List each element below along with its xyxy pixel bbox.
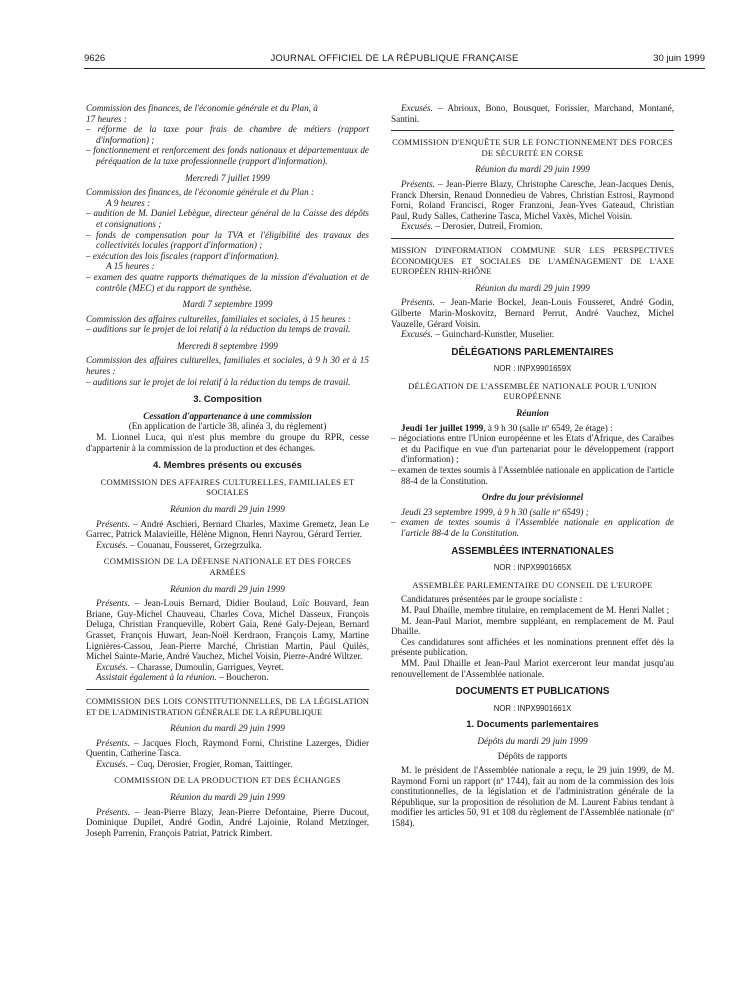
section-title: 3. Composition bbox=[193, 394, 262, 406]
time-label: A 15 heures : bbox=[106, 261, 155, 272]
present-list: Présents. – Jean-Pierre Blazy, Jean-Pierre Defontaine, Pierre Ducout, Dominique Dupilet, André Godin, André Lajoinie, Roland Metzinger, Joseph Parrenin, François Patriat, Patrick Rimbert. bbox=[86, 806, 369, 838]
agenda-item: – exécution des lois fiscales (rapport d'information). bbox=[86, 250, 280, 261]
paragraph: M. le président de l'Assemblée nationale a reçu, le 29 juin 1999, de M. Raymond Forni un rapport (nº 1744), fait au nom de la commission des lois constitutionnelles, de la législation et de l'administration générale de la République, sur la proposition de résolution de M. Laurent Fabius tendant à modifier les articles 50, 91 et 108 du règlement de l'Assemblée nationale (nº 1584). bbox=[391, 765, 674, 829]
right-column bbox=[391, 103, 674, 829]
section-title: 4. Membres présents ou excusés bbox=[153, 460, 302, 472]
present-list: Présents. – Jean-Marie Bockel, Jean-Louis Fousseret, André Godin, Gilberte Marin-Moskovitz, Bernard Perrut, André Vauchez, Michel Vauzelle, Gérard Voisin. bbox=[391, 297, 674, 329]
deposit-date: Dépôts du mardi 29 juin 1999 bbox=[477, 735, 588, 746]
intro-commission: Commission des finances, de l'économie générale et du Plan, à 17 heures : bbox=[86, 103, 318, 124]
day-heading: Mardi 7 septembre 1999 bbox=[182, 299, 273, 310]
commission-name: COMMISSION DE LA DÉFENSE NATIONALE ET DES FORCES ARMÉES bbox=[103, 556, 352, 577]
excused-list: Excusés. – Charasse, Dumoulin, Garrigues, Veyret. bbox=[96, 661, 284, 672]
section-note: (En application de l'article 38, alinéa 3, du règlement) bbox=[128, 421, 327, 432]
present-list: Présents. – Jacques Floch, Raymond Forni, Christine Lazerges, Didier Quentin, Catherine Tasca. bbox=[86, 737, 369, 759]
agenda-item: – examen des quatre rapports thématiques de la mission d'évaluation et de contrôle (MEC) et du rapport de synthèse. bbox=[86, 271, 369, 293]
excused-list: Excusés. – Couanau, Fousseret, Grzegrzulka. bbox=[96, 539, 262, 550]
commission-name: COMMISSION DES LOIS CONSTITUTIONNELLES, DE LA LÉGISLATION ET DE L'ADMINISTRATION GÉNÉRALE DE LA RÉPUBLIQUE bbox=[86, 695, 369, 717]
meeting-date: Réunion du mardi 29 juin 1999 bbox=[475, 164, 590, 175]
commission-line: Commission des finances, de l'économie générale et du Plan : bbox=[86, 187, 315, 198]
commission-name: COMMISSION D'ENQUÊTE SUR LE FONCTIONNEMENT DES FORCES DE SÉCURITÉ EN CORSE bbox=[392, 137, 673, 158]
agenda-heading: Ordre du jour prévisionnel bbox=[481, 492, 584, 503]
commission-line: Commission des affaires culturelles, familiales et sociales, à 15 heures : bbox=[86, 313, 351, 324]
section-title: DÉLÉGATIONS PARLEMENTAIRES bbox=[451, 346, 614, 358]
excused-list: Excusés. – Guinchard-Kunstler, Muselier. bbox=[401, 329, 555, 340]
agenda-item: – négociations entre l'Union européenne et les Etats d'Afrique, des Caraïbes et du Pacifique en vue d'un partenariat pour le développement (rapport d'information) ; bbox=[391, 433, 674, 465]
present-list: Présents. – Jean-Louis Bernard, Didier Boulaud, Loïc Bouvard, Jean Briane, Guy-Michel Chauveau, Charles Cova, Michel Dasseux, François Deluga, Christian Franqueville, Robert Gaïa, René Galy-Dejean, Bernard Grasset, François Huwart, Jean-Noël Kerdraon, François Lamy, Martine Lignières-Cassou, Jean-Pierre Marché, Christian Martin, Paul Quilès, Michel Sainte-Marie, André Vauchez, Michel Voisin, Pierre-André Wiltzer. bbox=[86, 598, 369, 662]
commission-line: Commission des affaires culturelles, familiales et sociales, à 9 h 30 et à 15 heures : bbox=[86, 355, 369, 377]
agenda-item: – examen de textes soumis à l'Assemblée nationale en application de l'article 88-4 de la Constitution. bbox=[391, 517, 674, 538]
paragraph: Ces candidatures sont affichées et les nominations prennent effet dès la présente publication. bbox=[391, 636, 674, 658]
meeting-date: Réunion du mardi 29 juin 1999 bbox=[170, 583, 285, 594]
section-title: DOCUMENTS ET PUBLICATIONS bbox=[455, 686, 610, 698]
excused-list: Excusés. – Abrioux, Bono, Bousquet, Forissier, Marchand, Montané, Santini. bbox=[391, 103, 674, 124]
deposit-type: Dépôts de rapports bbox=[497, 750, 568, 761]
day-heading: Mercredi 7 juillet 1999 bbox=[185, 172, 270, 183]
also-present: Assistait également à la réunion. – Boucheron. bbox=[96, 672, 269, 683]
nor-reference: NOR : INPX9901659X bbox=[493, 364, 572, 374]
agenda-item: – auditions sur le projet de loi relatif à la réduction du temps de travail. bbox=[86, 324, 351, 335]
delegation-name: DÉLÉGATION DE L'ASSEMBLÉE NATIONALE POUR L'UNION EUROPÉENNE bbox=[408, 380, 657, 402]
agenda-date: Jeudi 23 septembre 1999, à 9 h 30 (salle nº 6549) ; bbox=[401, 506, 589, 517]
journal-title: JOURNAL OFFICIEL DE LA RÉPUBLIQUE FRANÇAISE bbox=[270, 53, 519, 64]
nor-reference: NOR : INPX9901665X bbox=[493, 563, 572, 573]
paragraph: Candidatures présentées par le groupe socialiste : bbox=[401, 594, 583, 605]
agenda-item: – auditions sur le projet de loi relatif à la réduction du temps de travail. bbox=[86, 376, 351, 387]
present-list: Présents. – Jean-Pierre Blazy, Christophe Caresche, Jean-Jacques Denis, Franck Dhersin, Renaud Donnedieu de Vabres, Christian Estrosi, Raymond Forni, Roland Francisci, Roger Franzoni, Jean-Yves Gateaud, Christian Paul, Rudy Salles, Catherine Tasca, Michel Vaxès, Michel Voisin. bbox=[391, 178, 674, 221]
nor-reference: NOR : INPX9901661X bbox=[493, 703, 572, 713]
subsection-title: 1. Documents parlementaires bbox=[466, 719, 599, 731]
day-heading: Mercredi 8 septembre 1999 bbox=[177, 340, 278, 351]
section-subtitle: Cessation d'appartenance à une commission bbox=[143, 410, 312, 421]
agenda-item: – fonctionnement et renforcement des fonds nationaux et départementaux de péréquation de la taxe professionnelle (rapport d'information). bbox=[86, 145, 369, 166]
present-list: Présents. – André Aschieri, Bernard Charles, Maxime Gremetz, Jean Le Garrec, Patrick Malavieille, Hélène Mignon, Henri Nayrou, Gérard Terrier. bbox=[86, 518, 369, 540]
left-column bbox=[86, 103, 369, 838]
intro-items bbox=[86, 124, 369, 166]
commission-name: COMMISSION DE LA PRODUCTION ET DES ÉCHANGES bbox=[114, 775, 341, 786]
section-title: ASSEMBLÉES INTERNATIONALES bbox=[451, 545, 614, 557]
meeting-heading: Réunion bbox=[516, 408, 549, 419]
assembly-name: ASSEMBLÉE PARLEMENTAIRE DU CONSEIL DE L'EUROPE bbox=[412, 579, 653, 590]
meeting-date: Réunion du mardi 29 juin 1999 bbox=[170, 792, 285, 803]
paragraph: M. Paul Dhaille, membre titulaire, en remplacement de M. Henri Nallet ; bbox=[401, 604, 670, 615]
commission-name: COMMISSION DES AFFAIRES CULTURELLES, FAMILIALES ET SOCIALES bbox=[100, 476, 355, 498]
agenda-item: – audition de M. Daniel Lebègue, directeur général de la Caisse des dépôts et consignations ; bbox=[86, 208, 369, 229]
excused-list: Excusés. – Derosier, Dutreil, Fromion. bbox=[401, 221, 543, 232]
excused-list: Excusés. – Cuq, Derosier, Frogier, Roman, Taittinger. bbox=[96, 758, 293, 769]
mission-name: MISSION D'INFORMATION COMMUNE SUR LES PERSPECTIVES ÉCONOMIQUES ET SOCIALES DE L'AMÉNAGEMENT DE L'AXE EUROPÉEN RHIN-RHÔNE bbox=[391, 244, 674, 277]
meeting-date: Jeudi 1er juillet 1999, à 9 h 30 (salle nº 6549, 2e étage) : bbox=[401, 422, 613, 433]
issue-date: 30 juin 1999 bbox=[653, 53, 705, 64]
meeting-date: Réunion du mardi 29 juin 1999 bbox=[170, 723, 285, 734]
section-text: M. Lionnel Luca, qui n'est plus membre du groupe du RPR, cesse d'appartenir à la commission de la production et des échanges. bbox=[86, 432, 369, 453]
page-header bbox=[84, 54, 705, 69]
paragraph: M. Jean-Paul Mariot, membre suppléant, en remplacement de M. Paul Dhaille. bbox=[391, 615, 674, 637]
agenda-item: – examen de textes soumis à l'Assemblée nationale en application de l'article 88-4 de la Constitution. bbox=[391, 465, 674, 486]
divider bbox=[391, 238, 674, 239]
agenda-item: – réforme de la taxe pour frais de chambre de métiers (rapport d'information) ; bbox=[86, 124, 369, 145]
meeting-date: Réunion du mardi 29 juin 1999 bbox=[475, 282, 590, 293]
divider bbox=[86, 689, 369, 690]
time-label: A 9 heures : bbox=[106, 197, 151, 208]
paragraph: MM. Paul Dhaille et Jean-Paul Mariot exerceront leur mandat jusqu'au renouvellement de l'Assemblée nationale. bbox=[391, 657, 674, 679]
agenda-item: – fonds de compensation pour la TVA et l'éligibilité des travaux des collectivités locales (rapport d'information) ; bbox=[86, 229, 369, 251]
meeting-date: Réunion du mardi 29 juin 1999 bbox=[170, 504, 285, 514]
divider bbox=[391, 130, 674, 131]
page-number: 9626 bbox=[84, 53, 106, 64]
